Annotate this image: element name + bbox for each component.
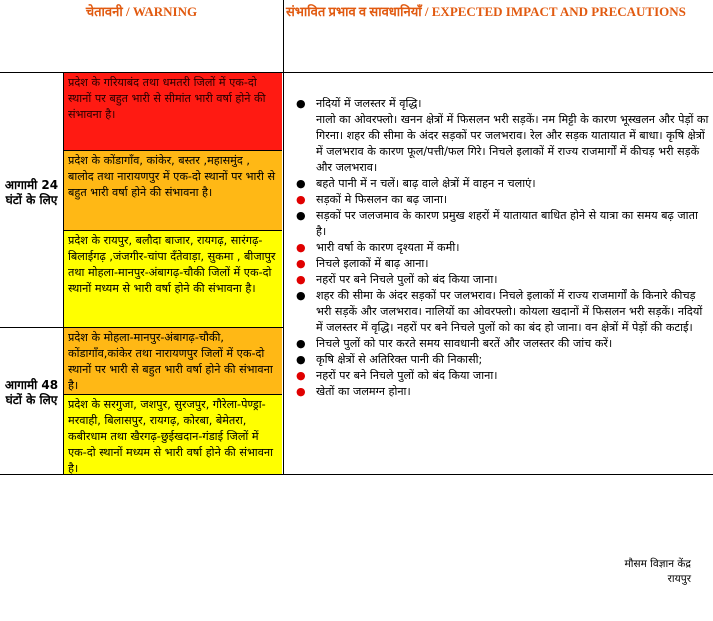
red-bullet-icon: ● xyxy=(296,241,306,254)
impact-item: ● निचले पुलों को पार करते समय सावधानी बरतें और जलस्तर की जांच करें। xyxy=(296,337,613,350)
bullet-icon: ● xyxy=(296,353,306,366)
impact-item: ● शहर की सीमा के अंदर सड़कों पर जलभराव। निचले इलाकों में राज्य राजमार्गों के किनारे कीचड़ भरी सड़कें और जलभराव। नालियों का ओवरफ्लो। कोयला खदानों में फिसलन भरी सड़कें। नदियों में जलस्तर में वृद्धि। नहरों पर बने निचले पुलों को का बंद हो जाना। वन क्षेत्रों में पेड़ों की कटाई। xyxy=(296,289,703,334)
impact-item: नालो का ओवरफ्लो। खनन क्षेत्रों में फिसलन भरी सड़कें। नम मिट्टी के कारण भूस्खलन और पेड़ों का गिरना। शहर की सीमा के अंदर सड़कों पर जलभराव। रेल और सड़क यातायात में बाधा। कृषि क्षेत्रों में जलभराव के कारण फूल/पत्ती/फल गिरे। निचले इलाकों में राज्य राजमार्गों में कीचड़ भरी सड़कें और जलभराव। xyxy=(316,113,709,174)
bullet-icon: ● xyxy=(296,177,306,190)
red-bullet-icon: ● xyxy=(296,257,306,270)
warning-cell-orange: प्रदेश के कोंडागाँव, कांकेर, बस्तर ,महासमुंद , बालोद तथा नारायणपुर में एक-दो स्थानों पर भारी से बहुत भारी वर्षा होने की संभावना है। xyxy=(64,150,282,230)
period-24h-label: आगामी 24 घंटों के लिए xyxy=(4,178,59,207)
bullet-icon: ● xyxy=(296,209,306,222)
bullet-icon: ● xyxy=(296,97,306,110)
red-bullet-icon: ● xyxy=(296,369,306,382)
signature-office: मौसम विज्ञान केंद्र xyxy=(624,558,691,570)
warning-cell-red: प्रदेश के गरियाबंद तथा धमतरी जिलों में एक-दो स्थानों पर बहुत भारी से सीमांत भारी वर्षा होने की संभावना है। xyxy=(64,72,282,150)
signature-city: रायपुर xyxy=(667,573,691,585)
impact-item: ● नहरों पर बने निचले पुलों को बंद किया जाना। xyxy=(296,369,498,382)
impact-item: ● बहते पानी में न चलें। बाढ़ वाले क्षेत्रों में वाहन न चलाएं। xyxy=(296,177,536,190)
period-48h-label: आगामी 48 घंटों के लिए xyxy=(4,378,59,407)
table-bottom-border xyxy=(0,474,713,475)
signature-block xyxy=(624,557,691,587)
red-bullet-icon: ● xyxy=(296,273,306,286)
impact-item: ● भारी वर्षा के कारण दृश्यता में कमी। xyxy=(296,241,460,254)
impact-column-header: संभावित प्रभाव व सावधानियाँ / EXPECTED IMPACT AND PRECAUTIONS xyxy=(286,4,686,19)
warning-cell-yellow: प्रदेश के सरगुजा, जशपुर, सुरजपुर, गौरेला-पेण्ड्रा-मरवाही, बिलासपुर, रायगढ़, कोरबा, बेमेतरा, कबीरधाम तथा खैरगढ़-छुईखदान-गंडाई जिलों में एक-दो स्थानों मध्यम से भारी वर्षा होने की संभावना है। xyxy=(64,394,282,474)
red-bullet-icon: ● xyxy=(296,385,306,398)
impact-item: ● सड़कों मे फिसलन का बढ़ जाना। xyxy=(296,193,448,206)
impact-item: ● कृषि क्षेत्रों से अतिरिक्त पानी की निकासी; xyxy=(296,353,483,366)
impact-item: ● खेतों का जलमग्न होना। xyxy=(296,385,411,398)
warning-column-header: चेतावनी / WARNING xyxy=(85,4,198,19)
impact-item: ● नदियों में जलस्तर में वृद्धि। xyxy=(296,97,422,110)
bullet-icon: ● xyxy=(296,289,306,302)
warning-cell-orange: प्रदेश के मोहला-मानपुर-अंबागढ़-चौकी, कोंडागाँव,कांकेर तथा नारायणपुर जिलों में एक-दो स्थानों पर भारी से बहुत भारी वर्षा होने की संभावना है। xyxy=(64,327,282,394)
red-bullet-icon: ● xyxy=(296,193,306,206)
bullet-icon: ● xyxy=(296,337,306,350)
impact-item: ● निचले इलाकों में बाढ़ आना। xyxy=(296,257,429,270)
warning-cell-yellow: प्रदेश के रायपुर, बलौदा बाजार, रायगढ़, सारंगढ़-बिलाईगढ़ ,जंजगीर-चांपा दँतेवाड़ा, सुकमा , बीजापुर तथा मोहला-मानपुर-अंबागढ़-चौकी जिलों में एक-दो स्थानों मध्यम से भारी वर्षा होने की संभावना है। xyxy=(64,230,282,327)
impact-item: ● नहरों पर बने निचले पुलों को बंद किया जाना। xyxy=(296,273,498,286)
impact-item: ● सड़कों पर जलजमाव के कारण प्रमुख शहरों में यातायात बाधित होने से यात्रा का समय बढ़ जाता है। xyxy=(296,209,698,238)
impact-list xyxy=(288,96,710,400)
